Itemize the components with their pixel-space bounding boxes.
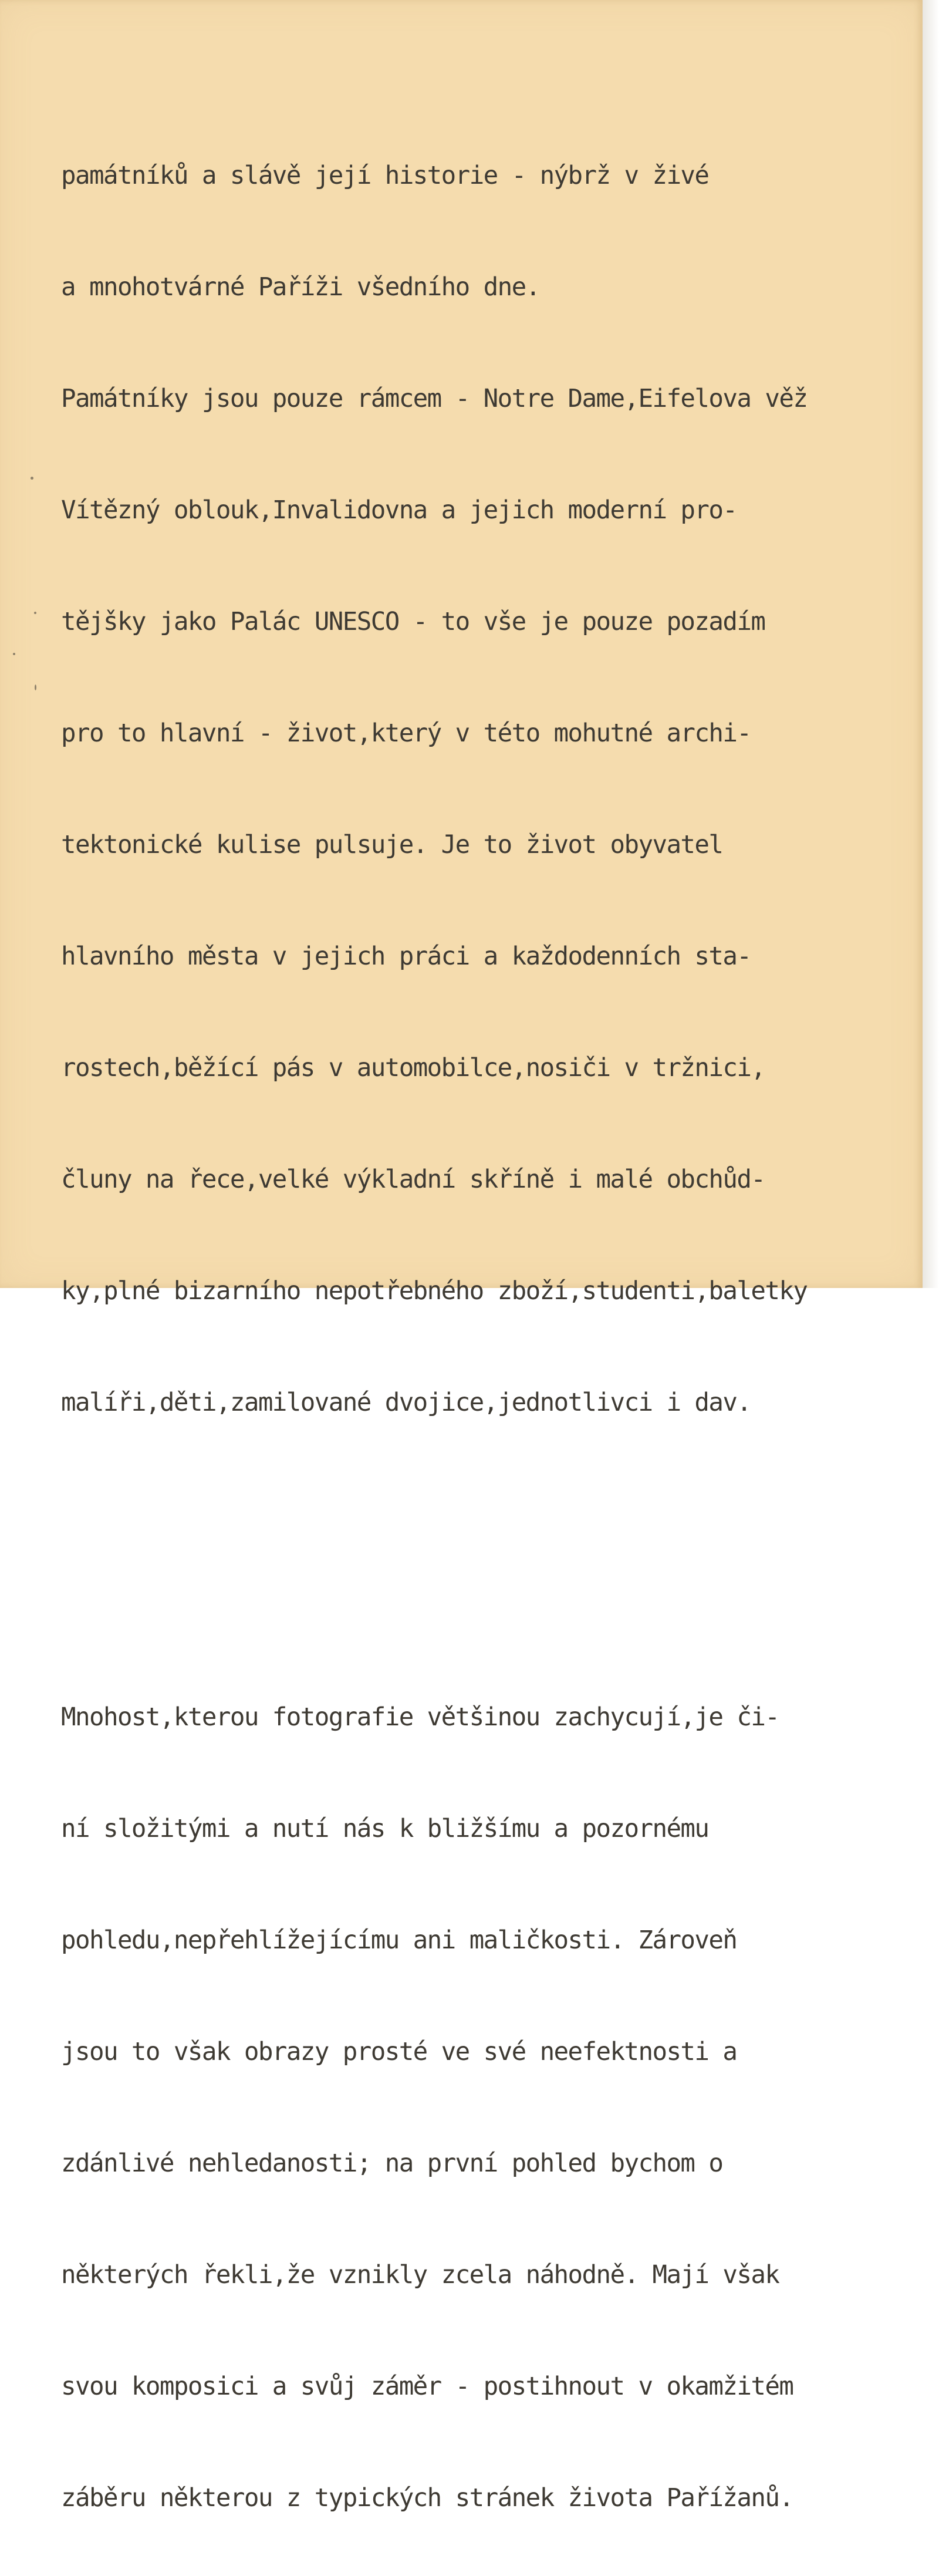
text-line: ky,plné bizarního nepotřebného zboží,studenti,baletky	[61, 1277, 808, 1306]
text-line: ní složitými a nutí nás k bližšímu a pozornému	[61, 1815, 709, 1843]
ink-speck	[35, 685, 36, 690]
text-line: jsou to však obrazy prosté ve své neefektnosti a	[61, 2038, 737, 2066]
text-line: některých řekli,že vznikly zcela náhodně. Mají však	[61, 2261, 779, 2290]
page-edge	[923, 0, 939, 1288]
text-line: památníků a slávě její historie - nýbrž v živé	[61, 161, 709, 190]
text-line: Památníky jsou pouze rámcem - Notre Dame,Eifelova věž	[61, 385, 808, 413]
text-line: Mnohost,kterou fotografie většinou zachycují,je či-	[61, 1703, 779, 1732]
text-line: rostech,běžící pás v automobilce,nosiči v tržnici,	[61, 1054, 765, 1083]
text-line: pro to hlavní - život,který v této mohutné archi-	[61, 719, 751, 748]
ink-speck	[34, 612, 36, 614]
paragraph-gap	[61, 1555, 919, 1585]
text-line: tektonické kulise pulsuje. Je to život obyvatel	[61, 831, 723, 859]
paragraph-2	[61, 1643, 919, 2576]
text-line: zdánlivé nehledanosti; na první pohled bychom o	[61, 2149, 723, 2178]
text-line: pohledu,nepřehlížejícímu ani maličkosti. Zároveň	[61, 1926, 737, 1955]
text-line: a mnohotvárné Paříži všedního dne.	[61, 273, 540, 302]
text-line: Vítězný oblouk,Invalidovna a jejich moderní pro-	[61, 496, 737, 525]
ink-speck	[13, 653, 15, 655]
paragraph-1	[61, 101, 919, 1497]
text-line: svou komposici a svůj záměr - postihnout v okamžitém	[61, 2372, 793, 2401]
text-line: malíři,děti,zamilované dvojice,jednotlivci i dav.	[61, 1388, 751, 1417]
text-line: záběru některou z typických stránek života Pařížanů.	[61, 2484, 793, 2513]
ink-speck	[31, 477, 33, 480]
text-line: hlavního města v jejich práci a každodenních sta-	[61, 942, 751, 971]
text-line: čluny na řece,velké výkladní skříně i malé obchůd-	[61, 1165, 765, 1194]
text-line: tějšky jako Palác UNESCO - to vše je pouze pozadím	[61, 608, 765, 636]
typewritten-text	[61, 43, 919, 2576]
